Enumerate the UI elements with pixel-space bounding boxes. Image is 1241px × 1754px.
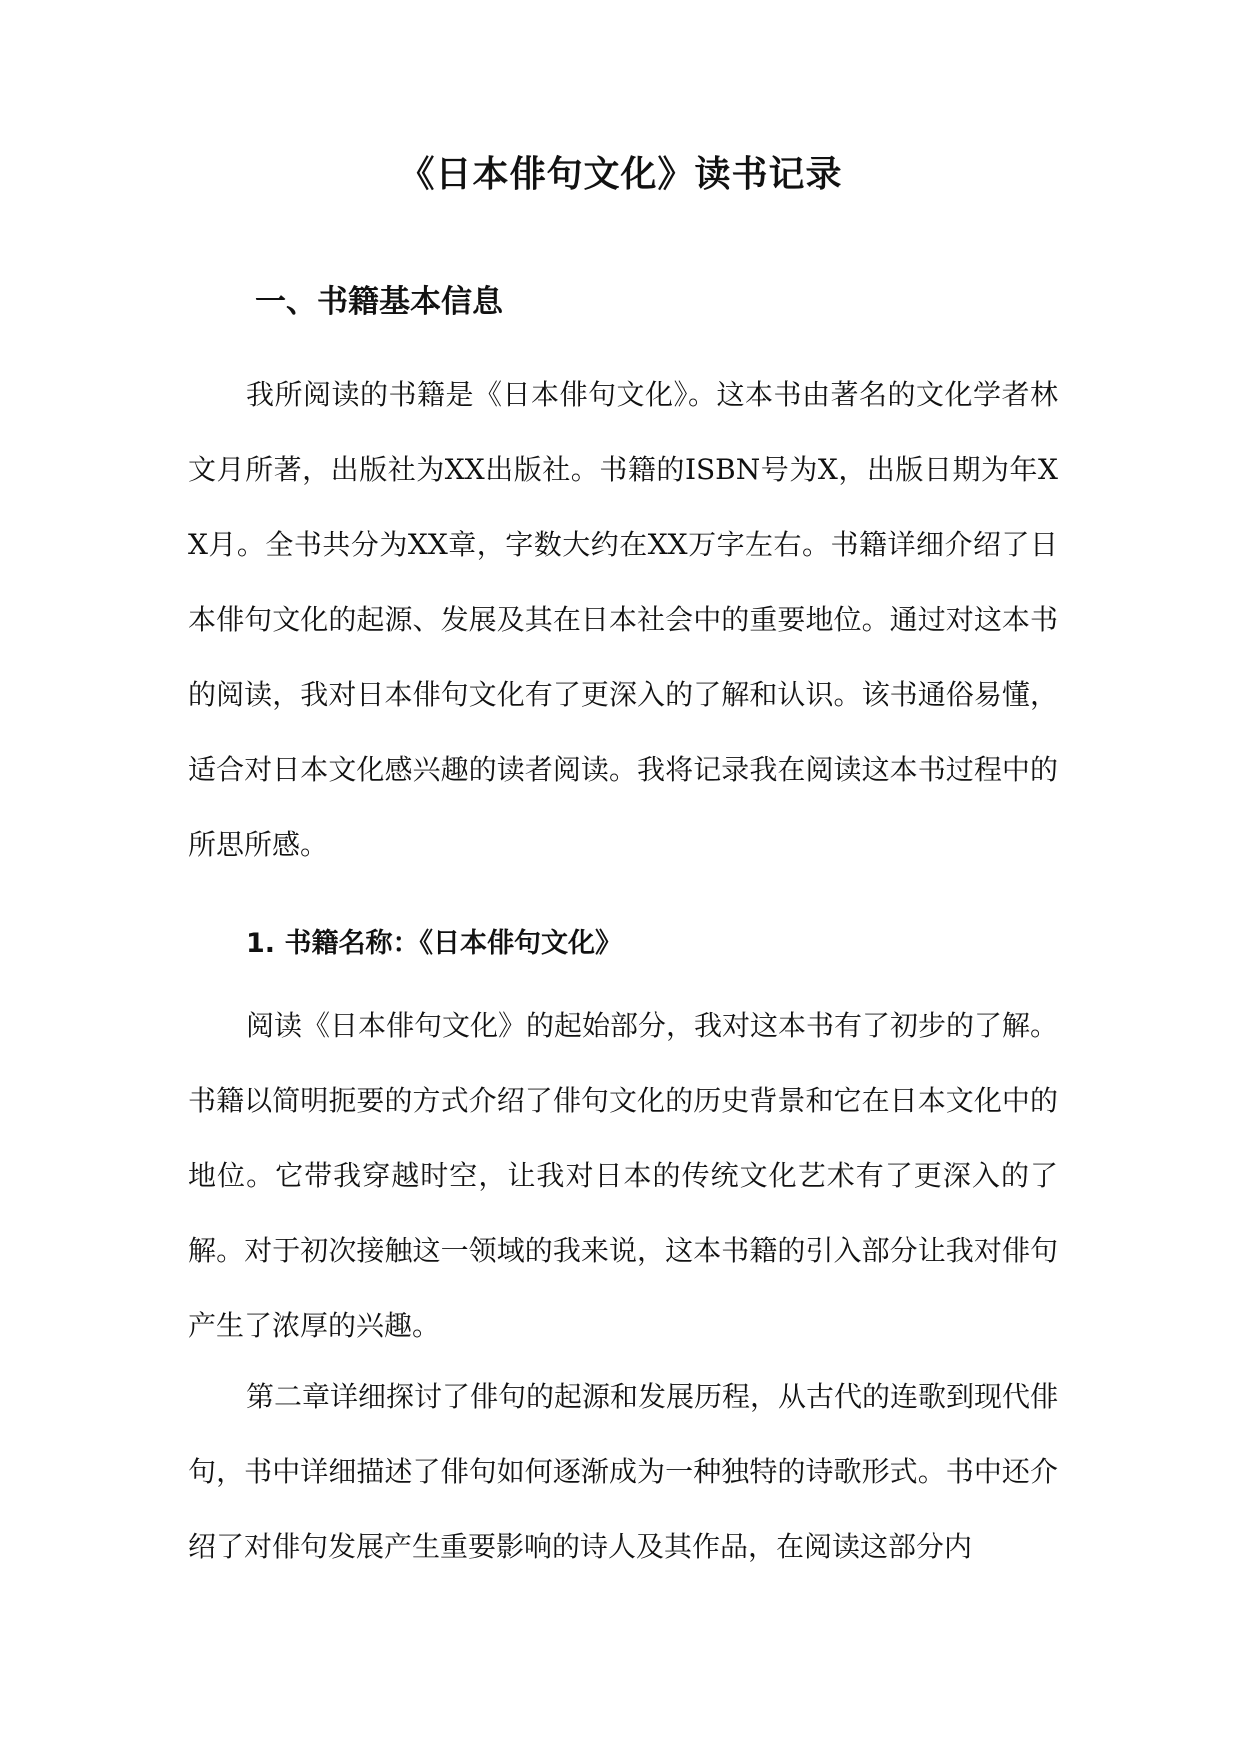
document-title: 《日本俳句文化》读书记录	[398, 154, 843, 195]
subsection-heading-book-name: 1. 书籍名称：《日本俳句文化》	[246, 928, 622, 959]
paragraph-chapter-two: 第二章详细探讨了俳句的起源和发展历程，从古代的连歌到现代俳句，书中详细描述了俳句如何逐渐成为一种独特的诗歌形式。书中还介绍了对俳句发展产生重要影响的诗人及其作品，在阅读这部分内	[188, 1380, 1059, 1563]
paragraph-book-info: 我所阅读的书籍是《日本俳句文化》。这本书由著名的文化学者林文月所著，出版社为XX出版社。书籍的ISBN号为X，出版日期为年XX月。全书共分为XX章，字数大约在XX万字左右。书籍详细介绍了日本俳句文化的起源、发展及其在日本社会中的重要地位。通过对这本书的阅读，我对日本俳句文化有了更深入的了解和认识。该书通俗易懂，适合对日本文化感兴趣的读者阅读。我将记录我在阅读这本书过程中的所思所感。	[188, 378, 1058, 861]
section-heading-book-info: 一、书籍基本信息	[255, 284, 503, 320]
paragraph-opening-impression: 阅读《日本俳句文化》的起始部分，我对这本书有了初步的了解。书籍以简明扼要的方式介绍了俳句文化的历史背景和它在日本文化中的地位。它带我穿越时空，让我对日本的传统文化艺术有了更深入的了解。对于初次接触这一领域的我来说，这本书籍的引入部分让我对俳句产生了浓厚的兴趣。	[188, 1009, 1059, 1342]
